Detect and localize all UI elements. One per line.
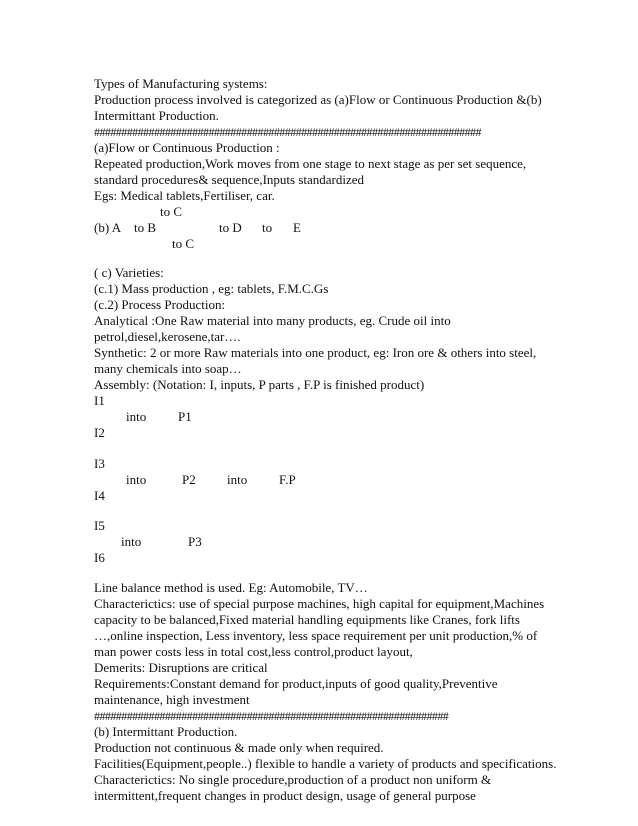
text-line: Intermittant Production. <box>94 108 219 123</box>
text-line: man power costs less in total cost,less control,product layout, <box>94 644 413 659</box>
text-line: (a)Flow or Continuous Production : <box>94 140 280 155</box>
text-line: (b) Intermittant Production. <box>94 724 238 739</box>
flow-to-c-top: to C <box>160 204 183 219</box>
flow-prefix: (b) A <box>94 220 122 235</box>
separator-line: ####################################################################### <box>94 125 481 139</box>
text-line: Production not continuous & made only when required. <box>94 740 384 755</box>
text-line: petrol,diesel,kerosene,tar…. <box>94 329 241 344</box>
text-line: maintenance, high investment <box>94 692 250 707</box>
text-line: intermittent,frequent changes in product design, usage of general purpose <box>94 788 476 803</box>
text-line: ( c) Varieties: <box>94 265 164 280</box>
text-line: Line balance method is used. Eg: Automobile, TV… <box>94 580 368 595</box>
assembly-finished-product: F.P <box>279 472 296 487</box>
text-line: …,online inspection, Less inventory, less space requirement per unit production,% of <box>94 628 538 643</box>
assembly-into: into <box>227 472 248 487</box>
text-line: many chemicals into soap… <box>94 361 242 376</box>
text-line: capacity to be balanced,Fixed material handling equipments like Cranes, fork lifts <box>94 612 520 627</box>
assembly-input: I2 <box>94 425 105 440</box>
text-line: (c.1) Mass production , eg: tablets, F.M.C.Gs <box>94 281 329 296</box>
text-line: Demerits: Disruptions are critical <box>94 660 268 675</box>
flow-to-d: to D <box>219 220 242 235</box>
assembly-input: I4 <box>94 488 105 503</box>
assembly-input: I1 <box>94 393 105 408</box>
assembly-input: I5 <box>94 518 105 533</box>
assembly-part: P2 <box>182 472 196 487</box>
text-line: Egs: Medical tablets,Fertiliser, car. <box>94 188 275 203</box>
text-line: Characterictics: use of special purpose machines, high capital for equipment,Machines <box>94 596 545 611</box>
text-line: Synthetic: 2 or more Raw materials into one product, eg: Iron ore & others into steel, <box>94 345 537 360</box>
flow-to-c-bottom: to C <box>172 236 195 251</box>
text-line: Requirements:Constant demand for product,inputs of good quality,Preventive <box>94 676 498 691</box>
text-line: Analytical :One Raw material into many products, eg. Crude oil into <box>94 313 451 328</box>
assembly-part: P1 <box>178 409 192 424</box>
assembly-into: into <box>126 409 147 424</box>
flow-end: E <box>293 220 301 235</box>
separator-line: ################################################################# <box>94 709 449 723</box>
text-line: Types of Manufacturing systems: <box>94 76 268 91</box>
assembly-part: P3 <box>188 534 202 549</box>
text-line: Production process involved is categorized as (a)Flow or Continuous Production &(b) <box>94 92 542 107</box>
assembly-input: I6 <box>94 550 105 565</box>
flow-to-b: to B <box>134 220 157 235</box>
flow-to-e: to <box>262 220 273 235</box>
assembly-into: into <box>121 534 142 549</box>
assembly-into: into <box>126 472 147 487</box>
text-line: Facilities(Equipment,people..) flexible to handle a variety of products and specifications. <box>94 756 557 771</box>
text-line: Characterictics: No single procedure,production of a product non uniform & <box>94 772 492 787</box>
text-line: Assembly: (Notation: I, inputs, P parts , F.P is finished product) <box>94 377 425 392</box>
text-line: Repeated production,Work moves from one stage to next stage as per set sequence, <box>94 156 527 171</box>
text-line: (c.2) Process Production: <box>94 297 226 312</box>
assembly-input: I3 <box>94 456 105 471</box>
text-line: standard procedures& sequence,Inputs standardized <box>94 172 365 187</box>
